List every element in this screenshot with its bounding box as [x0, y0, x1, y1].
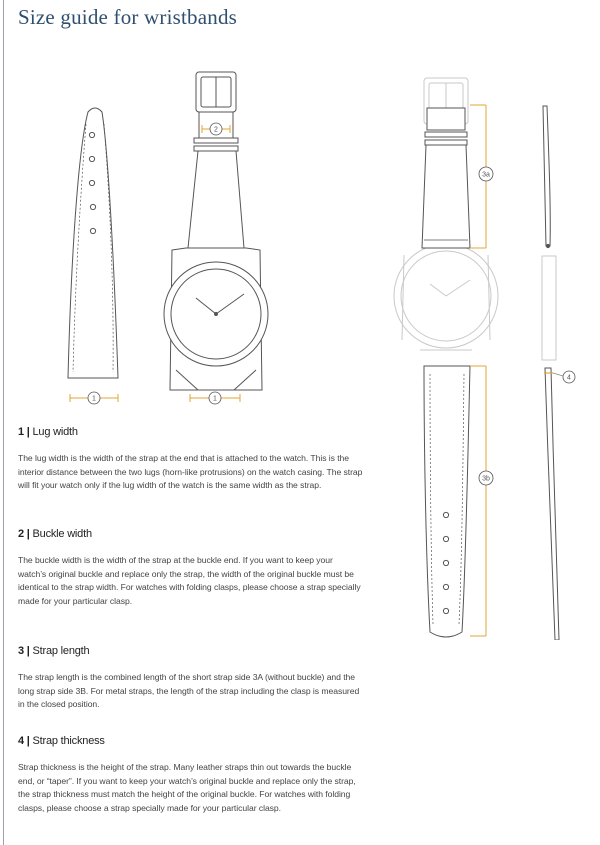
page-title: Size guide for wristbands [18, 5, 238, 29]
section-title: Strap thickness [32, 735, 105, 747]
section-heading [18, 426, 363, 438]
section-buckle-width [18, 528, 363, 608]
callout-3b: 3b [482, 475, 490, 483]
strap-long-side [424, 366, 470, 637]
section-strap-thickness [18, 735, 363, 815]
lug-width-marker-watch [190, 392, 240, 404]
callout-1-strap: 1 [92, 395, 96, 403]
section-body: The buckle width is the width of the strap at the buckle end. If you want to keep your watch’s original buckle and replace only the strap, the width of the original buckle must be identical to the strap width. For watches with folding clasps, please choose a strap specially made for your particular clasp. [18, 555, 361, 606]
lug-width-marker-strap [70, 392, 118, 404]
strap-illustration [68, 108, 118, 378]
section-body: Strap thickness is the height of the strap. Many leather straps thin out towards the buckle end, or “taper”. If you want to keep your watch’s original buckle and replace only the strap, the strap thickness must match the height of the original buckle. For watches with folding clasps, please choose a strap specially made for your particular clasp. [18, 762, 356, 813]
section-title: Buckle width [32, 528, 92, 540]
section-heading [18, 645, 363, 657]
section-number: 2 | [18, 528, 30, 540]
section-strap-length [18, 645, 363, 712]
section-number: 1 | [18, 426, 30, 438]
section-number: 4 | [18, 735, 30, 747]
section-lug-width [18, 426, 363, 493]
callout-3a: 3a [482, 171, 490, 179]
callout-2: 2 [214, 126, 218, 134]
section-heading [18, 528, 363, 540]
watch-front-illustration [164, 72, 268, 390]
section-title: Lug width [32, 426, 78, 438]
section-heading [18, 735, 363, 747]
strap-short-side [422, 108, 470, 248]
callout-1-watch: 1 [213, 395, 217, 403]
callout-4: 4 [567, 374, 571, 382]
section-number: 3 | [18, 645, 30, 657]
section-body: The lug width is the width of the strap at the end that is attached to the watch. This is the interior distance between the two lugs (horn-like protrusions) on the watch casing. The strap will fit your watch only if the lug width of the watch is the same width as the strap. [18, 453, 363, 491]
strap-length-markers [470, 105, 493, 636]
section-title: Strap length [32, 645, 90, 657]
section-body: The strap length is the combined length of the short strap side 3A (without buckle) and the long strap side 3B. For metal straps, the length of the strap including the clasp is measured in the closed position. [18, 672, 360, 710]
